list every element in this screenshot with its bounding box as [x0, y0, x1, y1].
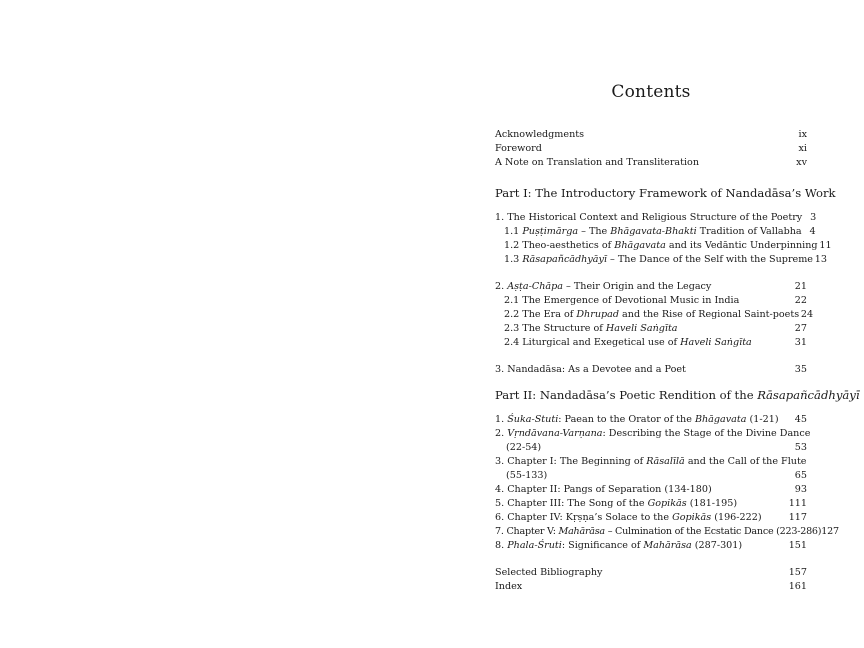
- toc-entry-ch1: [495, 211, 817, 225]
- toc-page-number: 24: [800, 309, 814, 320]
- toc-entry-ch1-2: [495, 239, 832, 253]
- toc-entry-ch1-1: [495, 225, 816, 239]
- toc-page-number: 111: [788, 498, 807, 509]
- toc-entry-p2-5: [495, 497, 807, 511]
- toc-page-number: 35: [794, 364, 807, 375]
- toc-entry-text: 1.1 Puṣṭimārga – The Bhāgavata-Bhakti Tradition of Vallabha: [504, 226, 802, 237]
- toc-entry-text: 7. Chapter V: Mahārāsa – Culmination of the Ecstatic Dance (223-286): [495, 526, 822, 537]
- toc-entry-p2-7: [495, 525, 839, 539]
- toc-page-number: 21: [794, 281, 807, 292]
- toc-page-number: 157: [788, 567, 807, 578]
- toc-entry-translation-note: [495, 156, 807, 170]
- toc-entry-text: 2. Aṣṭa-Chāpa – Their Origin and the Legacy: [495, 281, 712, 292]
- toc-entry-p2-4: [495, 483, 807, 497]
- toc-page-number: xv: [796, 157, 807, 168]
- toc-page-number: 117: [788, 512, 807, 523]
- toc-page-number: xi: [798, 143, 807, 154]
- toc-entry-text: 2.4 Liturgical and Exegetical use of Haveli Saṅgīta: [504, 337, 752, 348]
- toc-entry-ch2-2: [495, 308, 814, 322]
- toc-entry-p2-6: [495, 511, 807, 525]
- toc-entry-ch3: [495, 363, 807, 377]
- toc-entry-p2-2-cont: [495, 441, 807, 455]
- toc-entry-ch2: [495, 280, 807, 294]
- toc-entry-text: 1. Śuka-Stuti: Paean to the Orator of the Bhāgavata (1-21): [495, 414, 779, 425]
- toc-entry-text: (22-54): [506, 442, 542, 453]
- toc-entry-p2-8: [495, 539, 807, 553]
- toc-page-number: 27: [794, 323, 807, 334]
- toc-entry-p2-1: [495, 413, 807, 427]
- toc-entry-ch2-3: [495, 322, 807, 336]
- toc-entry-text: 2.1 The Emergence of Devotional Music in India: [504, 295, 740, 306]
- toc-entry-foreword: [495, 142, 807, 156]
- toc-page-number: 3: [810, 212, 817, 223]
- toc-entry-text: 3. Nandadāsa: As a Devotee and a Poet: [495, 364, 686, 375]
- toc-entry-text: Index: [495, 581, 523, 592]
- part-heading-2: [495, 386, 860, 404]
- toc-entry-text: Acknowledgments: [495, 129, 585, 140]
- toc-entry-p2-2: [495, 427, 811, 441]
- toc-page-number: 53: [794, 442, 807, 453]
- toc-page-number: 31: [794, 337, 807, 348]
- toc-entry-text: 8. Phala-Śruti: Significance of Mahārāsa (287-301): [495, 540, 743, 551]
- toc-page-number: 4: [809, 226, 816, 237]
- toc-page-number: 161: [788, 581, 807, 592]
- toc-page-number: 11: [819, 240, 832, 251]
- toc-page-number: 45: [794, 414, 807, 425]
- toc-entry-text: 1. The Historical Context and Religious Structure of the Poetry: [495, 212, 803, 223]
- toc-entry-acknowledgments: [495, 128, 807, 142]
- toc-entry-text: 4. Chapter II: Pangs of Separation (134-180): [495, 484, 712, 495]
- toc-entry-text: 3. Chapter I: The Beginning of Rāsalīlā and the Call of the Flute: [495, 456, 807, 467]
- toc-entry-index: [495, 580, 807, 594]
- toc-entry-text: 2.2 The Era of Dhrupad and the Rise of Regional Saint-poets: [504, 309, 800, 320]
- toc-page-number: ix: [798, 129, 807, 140]
- page-title: Contents: [611, 82, 691, 102]
- toc-page-number: 22: [794, 295, 807, 306]
- toc-entry-bibliography: [495, 566, 807, 580]
- toc-entry-text: 5. Chapter III: The Song of the Gopikās (181-195): [495, 498, 738, 509]
- toc-page-number: 93: [794, 484, 807, 495]
- toc-entry-ch2-4: [495, 336, 807, 350]
- toc-entry-text: 2. Vṛndāvana-Varṇana: Describing the Stage of the Divine Dance: [495, 428, 811, 439]
- toc-page-number: 65: [794, 470, 807, 481]
- toc-entry-ch2-1: [495, 294, 807, 308]
- toc-entry-text: Foreword: [495, 143, 542, 154]
- toc-entry-p2-3: [495, 455, 807, 469]
- toc-page-number: 151: [788, 540, 807, 551]
- toc-entry-text: (55-133): [506, 470, 548, 481]
- toc-entry-text: 1.3 Rāsapañcādhyāyī – The Dance of the Self with the Supreme: [504, 254, 813, 265]
- toc-entry-text: Selected Bibliography: [495, 567, 603, 578]
- toc-page-number: 127: [821, 526, 839, 537]
- toc-entry-text: 6. Chapter IV: Kṛṣṇa’s Solace to the Gopikās (196-222): [495, 512, 762, 523]
- toc-entry-text: 2.3 The Structure of Haveli Saṅgīta: [504, 323, 678, 334]
- table-of-contents: [495, 128, 860, 594]
- toc-entry-text: 1.2 Theo-aesthetics of Bhāgavata and its Vedāntic Underpinning: [504, 240, 818, 251]
- part-heading-1: [495, 184, 836, 202]
- toc-page-number: 13: [814, 254, 827, 265]
- toc-entry-p2-3-cont: [495, 469, 807, 483]
- part-heading-text: Part II: Nandadāsa’s Poetic Rendition of the Rāsapañcādhyāyī: [495, 388, 860, 402]
- part-heading-text: Part I: The Introductory Framework of Nandadāsa’s Work: [495, 186, 836, 200]
- toc-entry-ch1-3: [495, 253, 827, 267]
- toc-entry-text: A Note on Translation and Transliteration: [495, 157, 700, 168]
